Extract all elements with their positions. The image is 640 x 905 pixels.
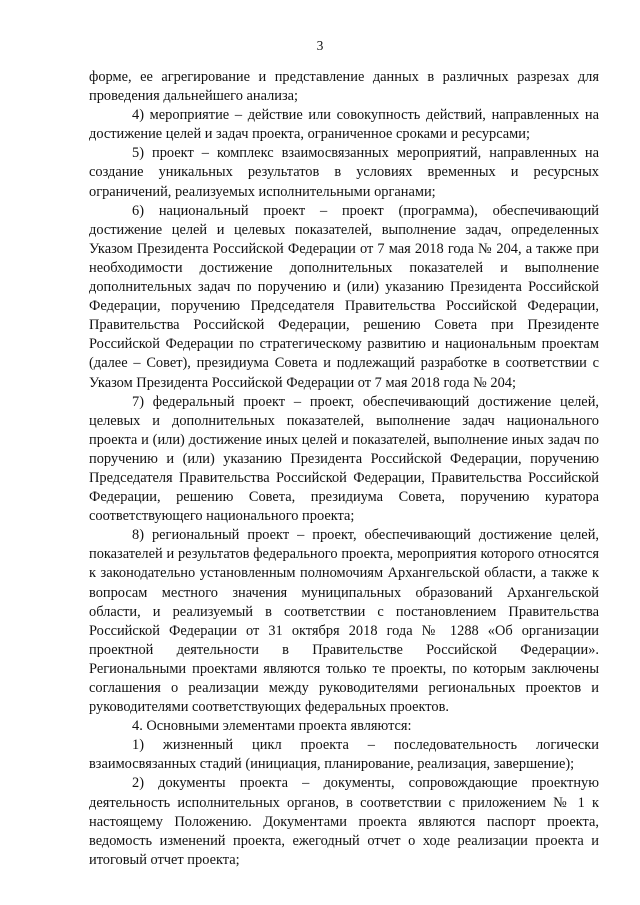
paragraph-section-4-heading: 4. Основными элементами проекта являются: (132, 718, 412, 735)
document-body (89, 68, 599, 870)
paragraph-item-4-event: 4) мероприятие – действие или совокупность действий, направленных на достижение целей и задач проекта, ограниченное сроками и ресурсами; (89, 107, 599, 143)
paragraph-item-1-life-cycle: 1) жизненный цикл проекта – последовательность логически взаимосвязанных стадий (инициация, планирование, реализация, завершение); (89, 737, 599, 773)
paragraph-item-2-documents: 2) документы проекта – документы, сопровождающие проектную деятельность исполнительных органов, в соответствии с приложением № 1 к настоящему Положению. Документами проекта являются паспорт проекта, ведомость изменений проекта, ежегодный отчет о ходе реализации проекта и итоговый отчет проекта; (89, 775, 599, 868)
paragraph-item-6-national-project: 6) национальный проект – проект (программа), обеспечивающий достижение целей и целевых показателей, выполнение задач, определенных Указом Президента Российской Федерации от 7 мая 2018 года № 204, а также при необходимости достижение дополнительных показателей и выполнение дополнительных задач по поручению и (или) указанию Президента Российской Федерации, поручению Председателя Правительства Российской Федерации, Правительства Российской Федерации, решению Совета при Президенте Российской Федерации по стратегическому развитию и национальным проектам (далее – Совет), президиума Совета и подлежащий разработке в соответствии с Указом Президента Российской Федерации от 7 мая 2018 года № 204; (89, 202, 599, 391)
paragraph-item-8-regional-project: 8) региональный проект – проект, обеспечивающий достижение целей, показателей и результатов федерального проекта, мероприятия которого относятся к законодательно установленным полномочиям Архангельской области, а также к вопросам местного значения муниципальных образований Архангельской области, и реализуемый в соответствии с постановлением Правительства Российской Федерации от 31 октября 2018 года № 1288 «Об организации проектной деятельности в Правительстве Российской Федерации». Региональными проектами являются только те проекты, по которым заключены соглашения о реализации между руководителями региональных проектов и руководителями соответствующих федеральных проектов. (89, 527, 599, 716)
page-number: 3 (316, 38, 324, 53)
paragraph-item-7-federal-project: 7) федеральный проект – проект, обеспечивающий достижение целей, целевых и дополнительных показателей, выполнение задач национального проекта и (или) достижение иных целей и показателей, выполнение иных задач по поручению и (или) указанию Президента Российской Федерации, поручению Председателя Правительства Российской Федерации, Правительства Российской Федерации, решению Совета, президиума Совета, поручению куратора соответствующего национального проекта; (89, 393, 599, 525)
paragraph-continuation: форме, ее агрегирование и представление данных в различных разрезах для проведения дальнейшего анализа; (89, 69, 599, 105)
paragraph-item-5-project: 5) проект – комплекс взаимосвязанных мероприятий, направленных на создание уникальных результатов в условиях временных и ресурсных ограничений, реализуемых исполнительными органами; (89, 145, 599, 200)
